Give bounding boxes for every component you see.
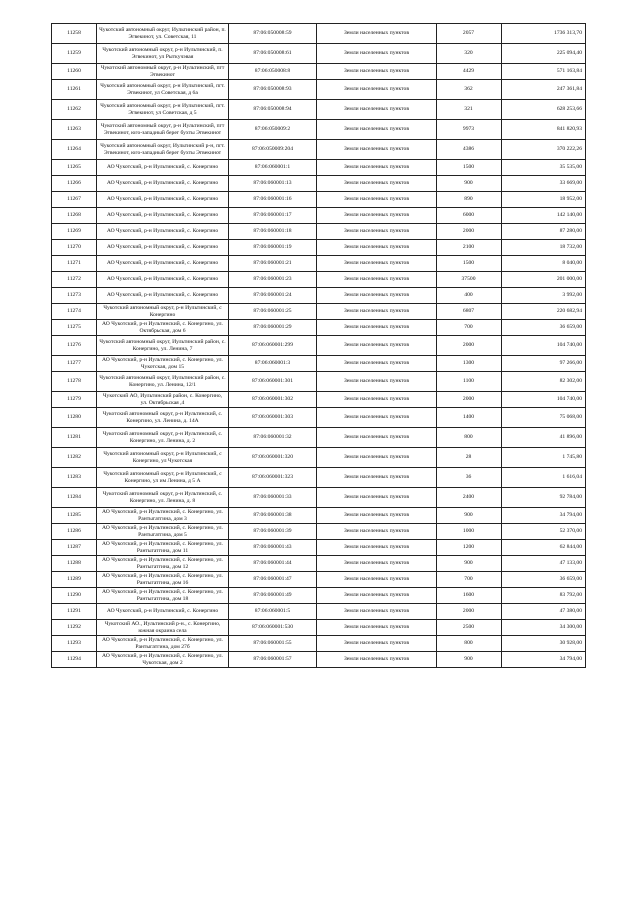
row-number: 11258 xyxy=(52,24,97,44)
table-row xyxy=(52,524,586,540)
address-cell: АО Чукотский, р-н Иультинский, с. Конергино, ул. Рантыгатгина, дом 27б xyxy=(97,636,229,652)
cadastral-value: 35 535,00 xyxy=(502,160,586,176)
cadastral-value: 841 820,93 xyxy=(502,120,586,140)
cadastral-value: 47 380,00 xyxy=(502,604,586,620)
cadastral-value: 36 659,00 xyxy=(502,320,586,336)
table-row xyxy=(52,572,586,588)
cadastral-value: 104 740,00 xyxy=(502,392,586,408)
area-cell: 900 xyxy=(437,508,502,524)
row-number: 11281 xyxy=(52,428,97,448)
cadastral-value: 92 784,00 xyxy=(502,488,586,508)
area-cell: 2100 xyxy=(437,240,502,256)
cadastral-number: 87:06:060001:3 xyxy=(229,356,317,372)
cadastral-number: 87:06:050008:93 xyxy=(229,80,317,100)
land-category: Земли населенных пунктов xyxy=(317,372,437,392)
cadastral-value: 82 302,00 xyxy=(502,372,586,392)
land-category: Земли населенных пунктов xyxy=(317,256,437,272)
cadastral-number: 87:06:060001:25 xyxy=(229,304,317,320)
land-category: Земли населенных пунктов xyxy=(317,44,437,64)
row-number: 11273 xyxy=(52,288,97,304)
land-category: Земли населенных пунктов xyxy=(317,120,437,140)
table-row xyxy=(52,428,586,448)
cadastral-value: 8 040,00 xyxy=(502,256,586,272)
cadastral-number: 87:06:060001:299 xyxy=(229,336,317,356)
area-cell: 4386 xyxy=(437,140,502,160)
document-page xyxy=(51,23,585,668)
address-cell: Чукотский автономный округ, р-н Иультинский, с Конергино, ул им Ленина, д 5 А xyxy=(97,468,229,488)
area-cell: 700 xyxy=(437,572,502,588)
row-number: 11261 xyxy=(52,80,97,100)
area-cell: 2057 xyxy=(437,24,502,44)
table-row xyxy=(52,468,586,488)
row-number: 11265 xyxy=(52,160,97,176)
address-cell: Чукотский автономный округ, р-н Иультинский, п. Эгвекинот, ул Рыткучэвая xyxy=(97,44,229,64)
area-cell: 1600 xyxy=(437,588,502,604)
land-category: Земли населенных пунктов xyxy=(317,392,437,408)
table-row xyxy=(52,508,586,524)
row-number: 11264 xyxy=(52,140,97,160)
area-cell: 36 xyxy=(437,468,502,488)
land-category: Земли населенных пунктов xyxy=(317,524,437,540)
row-number: 11269 xyxy=(52,224,97,240)
area-cell: 2400 xyxy=(437,488,502,508)
cadastral-number: 87:06:050009:2 xyxy=(229,120,317,140)
area-cell: 900 xyxy=(437,652,502,668)
row-number: 11287 xyxy=(52,540,97,556)
area-cell: 700 xyxy=(437,320,502,336)
area-cell: 2000 xyxy=(437,392,502,408)
table-row xyxy=(52,224,586,240)
cadastral-number: 87:06:060001:301 xyxy=(229,372,317,392)
land-category: Земли населенных пунктов xyxy=(317,24,437,44)
row-number: 11294 xyxy=(52,652,97,668)
land-category: Земли населенных пунктов xyxy=(317,468,437,488)
area-cell: 900 xyxy=(437,556,502,572)
table-row xyxy=(52,160,586,176)
cadastral-number: 87:06:050009:204 xyxy=(229,140,317,160)
address-cell: Чукотский автономный округ, Иультинский район, с. Конергино, ул. Ленина, 7 xyxy=(97,336,229,356)
land-category: Земли населенных пунктов xyxy=(317,488,437,508)
area-cell: 2500 xyxy=(437,620,502,636)
table-row xyxy=(52,556,586,572)
cadastral-number: 87:06:060001:13 xyxy=(229,176,317,192)
table-row xyxy=(52,256,586,272)
land-category: Земли населенных пунктов xyxy=(317,64,437,80)
cadastral-value: 1 745,80 xyxy=(502,448,586,468)
address-cell: Чукотский автономный округ, р-н Иультинский, с. Конергино, ул. Ленина, д. 14А xyxy=(97,408,229,428)
row-number: 11260 xyxy=(52,64,97,80)
cadastral-number: 87:06:060001:38 xyxy=(229,508,317,524)
table-row xyxy=(52,44,586,64)
address-cell: Чукотский автономный округ, р-н Иультинский, с. Конергино, ул. Ленина, д. 2 xyxy=(97,428,229,448)
land-category: Земли населенных пунктов xyxy=(317,408,437,428)
row-number: 11262 xyxy=(52,100,97,120)
land-category: Земли населенных пунктов xyxy=(317,336,437,356)
table-row xyxy=(52,604,586,620)
table-row xyxy=(52,392,586,408)
cadastral-value: 34 794,00 xyxy=(502,508,586,524)
cadastral-number: 87:06:060001:303 xyxy=(229,408,317,428)
area-cell: 4429 xyxy=(437,64,502,80)
table-row xyxy=(52,356,586,372)
table-row xyxy=(52,304,586,320)
cadastral-value: 247 361,84 xyxy=(502,80,586,100)
row-number: 11263 xyxy=(52,120,97,140)
table-row xyxy=(52,120,586,140)
cadastral-number: 87:06:050008:61 xyxy=(229,44,317,64)
address-cell: АО Чукотский, р-н Иультинский, с. Конергино xyxy=(97,208,229,224)
area-cell: 6807 xyxy=(437,304,502,320)
row-number: 11283 xyxy=(52,468,97,488)
cadastral-value: 34 300,00 xyxy=(502,620,586,636)
cadastral-value: 628 253,66 xyxy=(502,100,586,120)
cadastral-value: 571 163,84 xyxy=(502,64,586,80)
land-category: Земли населенных пунктов xyxy=(317,572,437,588)
address-cell: АО Чукотский, р-н Иультинский, с. Конергино xyxy=(97,272,229,288)
land-category: Земли населенных пунктов xyxy=(317,588,437,604)
table-row xyxy=(52,320,586,336)
cadastral-number: 87:06:060001:32 xyxy=(229,428,317,448)
land-category: Земли населенных пунктов xyxy=(317,100,437,120)
cadastral-number: 87:06:060001:16 xyxy=(229,192,317,208)
cadastral-value: 18 952,00 xyxy=(502,192,586,208)
land-category: Земли населенных пунктов xyxy=(317,636,437,652)
cadastral-number: 87:06:060001:19 xyxy=(229,240,317,256)
cadastral-number: 87:06:060001:29 xyxy=(229,320,317,336)
cadastral-value: 83 792,00 xyxy=(502,588,586,604)
land-category: Земли населенных пунктов xyxy=(317,356,437,372)
address-cell: АО Чукотский, р-н Иультинский, с. Конергино xyxy=(97,224,229,240)
address-cell: АО Чукотский, р-н Иультинский, с. Конергино xyxy=(97,604,229,620)
address-cell: АО Чукотский, р-н Иультинский, с. Конергино xyxy=(97,288,229,304)
table-row xyxy=(52,272,586,288)
row-number: 11259 xyxy=(52,44,97,64)
table-row xyxy=(52,80,586,100)
row-number: 11267 xyxy=(52,192,97,208)
table-row xyxy=(52,448,586,468)
cadastral-value: 47 133,00 xyxy=(502,556,586,572)
address-cell: Чукотский АО., Иультинский р-н., с. Конергино, южная окраина села xyxy=(97,620,229,636)
cadastral-number: 87:06:060001:44 xyxy=(229,556,317,572)
cadastral-number: 87:06:050008:8 xyxy=(229,64,317,80)
land-category: Земли населенных пунктов xyxy=(317,160,437,176)
cadastral-number: 87:06:060001:49 xyxy=(229,588,317,604)
land-category: Земли населенных пунктов xyxy=(317,604,437,620)
area-cell: 362 xyxy=(437,80,502,100)
area-cell: 1200 xyxy=(437,540,502,556)
address-cell: Чукотский автономный округ, Иультинский район, п. Эгвекинот, ул. Советская, 11 xyxy=(97,24,229,44)
cadastral-number: 87:06:060001:43 xyxy=(229,540,317,556)
row-number: 11288 xyxy=(52,556,97,572)
land-category: Земли населенных пунктов xyxy=(317,428,437,448)
land-category: Земли населенных пунктов xyxy=(317,448,437,468)
cadastral-value: 220 682,94 xyxy=(502,304,586,320)
address-cell: Чукотский автономный округ, р-н Иультинский, пгт. Эгвекинот, ул Советская, д 6а xyxy=(97,80,229,100)
address-cell: Чукотский автономный округ, Иультинский район, с. Конергино, ул. Ленина, 12/1 xyxy=(97,372,229,392)
row-number: 11272 xyxy=(52,272,97,288)
row-number: 11276 xyxy=(52,336,97,356)
cadastral-value: 225 094,40 xyxy=(502,44,586,64)
cadastral-value: 33 669,00 xyxy=(502,176,586,192)
table-row xyxy=(52,408,586,428)
cadastral-number: 87:06:060001:39 xyxy=(229,524,317,540)
area-cell: 2000 xyxy=(437,604,502,620)
cadastral-value: 41 896,00 xyxy=(502,428,586,448)
land-category: Земли населенных пунктов xyxy=(317,192,437,208)
cadastral-number: 87:06:060001:323 xyxy=(229,468,317,488)
area-cell: 9973 xyxy=(437,120,502,140)
cadastral-value: 52 370,00 xyxy=(502,524,586,540)
area-cell: 900 xyxy=(437,176,502,192)
area-cell: 1400 xyxy=(437,408,502,428)
land-category: Земли населенных пунктов xyxy=(317,240,437,256)
land-category: Земли населенных пунктов xyxy=(317,508,437,524)
cadastral-value: 370 222,26 xyxy=(502,140,586,160)
cadastral-value: 75 068,00 xyxy=(502,408,586,428)
land-category: Земли населенных пунктов xyxy=(317,224,437,240)
land-category: Земли населенных пунктов xyxy=(317,620,437,636)
table-row xyxy=(52,540,586,556)
table-row xyxy=(52,488,586,508)
row-number: 11280 xyxy=(52,408,97,428)
land-category: Земли населенных пунктов xyxy=(317,304,437,320)
table-row xyxy=(52,372,586,392)
cadastral-number: 87:06:060001:5 xyxy=(229,604,317,620)
area-cell: 2000 xyxy=(437,336,502,356)
land-category: Земли населенных пунктов xyxy=(317,540,437,556)
row-number: 11290 xyxy=(52,588,97,604)
cadastral-value: 104 740,00 xyxy=(502,336,586,356)
address-cell: АО Чукотский, р-н Иультинский, с. Конергино, ул. Октябрьская, дом 6 xyxy=(97,320,229,336)
address-cell: АО Чукотский, р-н Иультинский, с. Конергино, ул. Рантыгатгина, дом 5 xyxy=(97,524,229,540)
address-cell: Чукотский автономный округ, р-н Иультинский, пгт Эгвекинот xyxy=(97,64,229,80)
address-cell: АО Чукотский, р-н Иультинский, с. Конергино, ул. Чукотская, дом 2 xyxy=(97,652,229,668)
row-number: 11293 xyxy=(52,636,97,652)
table-row xyxy=(52,192,586,208)
address-cell: АО Чукотский, р-н Иультинский, с. Конергино xyxy=(97,240,229,256)
table-row xyxy=(52,64,586,80)
land-category: Земли населенных пунктов xyxy=(317,556,437,572)
area-cell: 28 xyxy=(437,448,502,468)
row-number: 11266 xyxy=(52,176,97,192)
row-number: 11277 xyxy=(52,356,97,372)
cadastral-value: 1 616,04 xyxy=(502,468,586,488)
cadastral-number: 87:06:060001:23 xyxy=(229,272,317,288)
cadastral-number: 87:06:060001:17 xyxy=(229,208,317,224)
table-row xyxy=(52,240,586,256)
cadastral-value: 30 928,00 xyxy=(502,636,586,652)
row-number: 11291 xyxy=(52,604,97,620)
cadastral-value: 18 732,00 xyxy=(502,240,586,256)
row-number: 11278 xyxy=(52,372,97,392)
table-row xyxy=(52,140,586,160)
cadastral-value: 97 266,00 xyxy=(502,356,586,372)
address-cell: АО Чукотский, р-н Иультинский, с. Конергино xyxy=(97,160,229,176)
area-cell: 1000 xyxy=(437,524,502,540)
address-cell: Чукотский АО, Иультинский район, с. Конергино, ул. Октябрьская ,4 xyxy=(97,392,229,408)
area-cell: 800 xyxy=(437,428,502,448)
land-category: Земли населенных пунктов xyxy=(317,320,437,336)
address-cell: Чукотский автономный округ, р-н Иультинский, пгт. Эгвекинот, ул Советская, д 5 xyxy=(97,100,229,120)
land-category: Земли населенных пунктов xyxy=(317,208,437,224)
address-cell: АО Чукотский, р-н Иультинский, с. Конергино, ул. Рантыгатгина, дом 16 xyxy=(97,572,229,588)
row-number: 11284 xyxy=(52,488,97,508)
area-cell: 800 xyxy=(437,636,502,652)
cadastral-number: 87:06:060001:1 xyxy=(229,160,317,176)
table-row xyxy=(52,288,586,304)
area-cell: 890 xyxy=(437,192,502,208)
row-number: 11275 xyxy=(52,320,97,336)
table-row xyxy=(52,336,586,356)
address-cell: АО Чукотский, р-н Иультинский, с. Конергино xyxy=(97,192,229,208)
table-row xyxy=(52,176,586,192)
cadastral-number: 87:06:060001:55 xyxy=(229,636,317,652)
address-cell: Чукотский автономный округ, Иультинский р-н, пгт. Эгвекинот, юго-западный берег бухты Эгвекинот xyxy=(97,140,229,160)
row-number: 11279 xyxy=(52,392,97,408)
cadastral-value: 142 140,00 xyxy=(502,208,586,224)
table-row xyxy=(52,636,586,652)
address-cell: АО Чукотский, р-н Иультинский, с. Конергино, ул. Рантыгатгина, дом 12 xyxy=(97,556,229,572)
area-cell: 1100 xyxy=(437,372,502,392)
cadastral-number: 87:06:060001:21 xyxy=(229,256,317,272)
table-body xyxy=(52,24,586,668)
row-number: 11274 xyxy=(52,304,97,320)
cadastral-number: 87:06:060001:24 xyxy=(229,288,317,304)
table-row xyxy=(52,100,586,120)
row-number: 11282 xyxy=(52,448,97,468)
address-cell: Чукотский автономный округ, р-н Иультинский, с. Конергино, ул. Ленина, д. 8 xyxy=(97,488,229,508)
row-number: 11271 xyxy=(52,256,97,272)
land-category: Земли населенных пунктов xyxy=(317,652,437,668)
area-cell: 6000 xyxy=(437,208,502,224)
cadastral-value: 1736 313,70 xyxy=(502,24,586,44)
area-cell: 321 xyxy=(437,100,502,120)
row-number: 11285 xyxy=(52,508,97,524)
area-cell: 320 xyxy=(437,44,502,64)
cadastral-value: 87 280,00 xyxy=(502,224,586,240)
cadastral-number: 87:06:060001:18 xyxy=(229,224,317,240)
address-cell: Чукотский автономный округ, р-н Иультинский, с Конергино, ул Чукотская xyxy=(97,448,229,468)
table-row xyxy=(52,208,586,224)
address-cell: АО Чукотский, р-н Иультинский, с. Конергино, ул. Рантыгатгина, дом 18 xyxy=(97,588,229,604)
cadastral-number: 87:06:060001:530 xyxy=(229,620,317,636)
area-cell: 37500 xyxy=(437,272,502,288)
cadastral-number: 87:06:060001:302 xyxy=(229,392,317,408)
row-number: 11270 xyxy=(52,240,97,256)
area-cell: 400 xyxy=(437,288,502,304)
area-cell: 2000 xyxy=(437,224,502,240)
land-category: Земли населенных пунктов xyxy=(317,80,437,100)
table-row xyxy=(52,620,586,636)
address-cell: АО Чукотский, р-н Иультинский, с. Конергино, ул. Чукотская, дом 15 xyxy=(97,356,229,372)
table-row xyxy=(52,588,586,604)
land-category: Земли населенных пунктов xyxy=(317,272,437,288)
row-number: 11292 xyxy=(52,620,97,636)
row-number: 11286 xyxy=(52,524,97,540)
address-cell: АО Чукотский, р-н Иультинский, с. Конергино, ул. Рантыгатгина, дом 11 xyxy=(97,540,229,556)
address-cell: АО Чукотский, р-н Иультинский, с. Конергино, ул. Рантыгатгина, дом 3 xyxy=(97,508,229,524)
area-cell: 1500 xyxy=(437,160,502,176)
land-category: Земли населенных пунктов xyxy=(317,176,437,192)
address-cell: АО Чукотский, р-н Иультинский, с. Конергино xyxy=(97,256,229,272)
cadastral-number: 87:06:060001:47 xyxy=(229,572,317,588)
row-number: 11268 xyxy=(52,208,97,224)
cadastral-number: 87:06:060001:320 xyxy=(229,448,317,468)
cadastral-number: 87:06:060001:33 xyxy=(229,488,317,508)
address-cell: Чукотский автономный округ, р-н Иультинский, пгт Эгвекинот, юго-западный берег бухты Эгвекинот xyxy=(97,120,229,140)
cadastral-value: 3 992,00 xyxy=(502,288,586,304)
area-cell: 1300 xyxy=(437,356,502,372)
cadastral-number: 87:06:050008:94 xyxy=(229,100,317,120)
cadastral-value: 34 794,00 xyxy=(502,652,586,668)
area-cell: 1500 xyxy=(437,256,502,272)
land-category: Земли населенных пунктов xyxy=(317,140,437,160)
cadastral-value: 62 844,00 xyxy=(502,540,586,556)
table-row xyxy=(52,652,586,668)
cadastral-number: 87:06:060001:57 xyxy=(229,652,317,668)
address-cell: Чукотский автономный округ, р-н Иультинский, с Конергино xyxy=(97,304,229,320)
land-category: Земли населенных пунктов xyxy=(317,288,437,304)
row-number: 11289 xyxy=(52,572,97,588)
address-cell: АО Чукотский, р-н Иультинский, с. Конергино xyxy=(97,176,229,192)
cadastral-value: 36 659,00 xyxy=(502,572,586,588)
land-register-table xyxy=(51,23,586,668)
cadastral-value: 201 000,00 xyxy=(502,272,586,288)
table-row xyxy=(52,24,586,44)
cadastral-number: 87:06:050008:59 xyxy=(229,24,317,44)
